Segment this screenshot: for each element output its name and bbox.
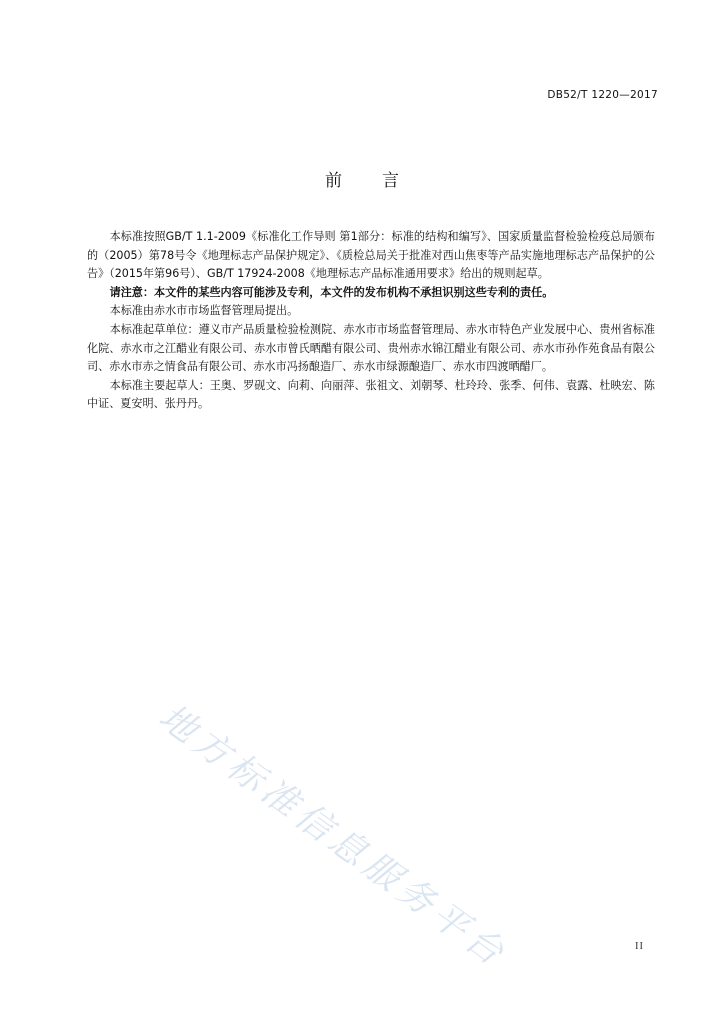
page-number: II xyxy=(635,941,644,952)
paragraph-patent-notice: 请注意：本文件的某些内容可能涉及专利，本文件的发布机构不承担识别这些专利的责任。 xyxy=(109,285,554,299)
paragraph-drafting-units: 本标准起草单位：遵义市产品质量检验检测院、赤水市市场监督管理局、赤水市特色产业发展中心、贵州省标准化院、赤水市之江醋业有限公司、赤水市曾氏晒醋有限公司、贵州赤水锦江醋业有限公司、赤水市孙作苑食品有限公司、赤水市赤之情食品有限公司、赤水市冯扬酿造厂、赤水市绿源酿造厂、赤水市四渡晒醋厂。 xyxy=(87,322,655,374)
foreword-body xyxy=(87,228,655,414)
watermark: 地方标准信息服务平台 xyxy=(151,696,516,977)
paragraph-proposer: 本标准由赤水市市场监督管理局提出。 xyxy=(109,304,299,318)
document-code: DB52/T 1220—2017 xyxy=(547,89,658,101)
page-title: 前言 xyxy=(325,171,439,191)
paragraph-drafters: 本标准主要起草人：王奥、罗砚文、向莉、向丽萍、张祖文、刘朝琴、杜玲玲、张季、何伟、袁露、杜映宏、陈中证、夏安明、张丹丹。 xyxy=(87,378,655,411)
paragraph-drafting-rules: 本标准按照GB/T 1.1-2009《标准化工作导则 第1部分：标准的结构和编写》、国家质量监督检验检疫总局颁布的（2005）第78号令《地理标志产品保护规定》、《质检总局关于批准对西山焦枣等产品实施地理标志产品保护的公告》（2015年第96号）、GB/T 17924-2008《地理标志产品标准通用要求》给出的规则起草。 xyxy=(87,230,655,281)
